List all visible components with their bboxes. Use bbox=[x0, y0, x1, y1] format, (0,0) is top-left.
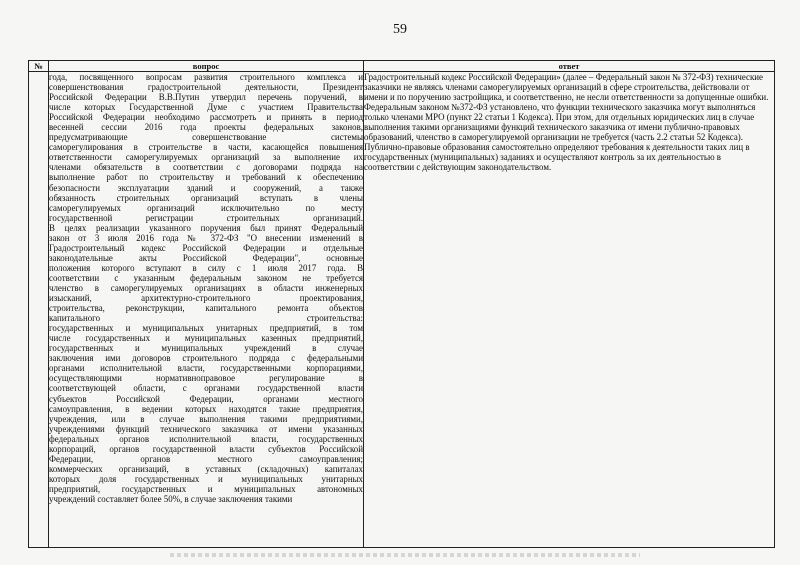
page-number: 59 bbox=[393, 22, 407, 37]
question-line: органами исполнительной власти, государственными корпорациями, bbox=[49, 363, 363, 374]
question-line: учреждений составляет более 50%, в случае заключения такими bbox=[49, 493, 293, 504]
question-line: числе которых Государственной Думе с участием Правительства bbox=[49, 102, 363, 113]
question-line: капитального строительства: bbox=[49, 313, 363, 324]
question-line: Российской Федерации необходимо рассмотреть и принять в период bbox=[49, 112, 363, 123]
question-line: осуществляющими нормативноправовое регулирование в bbox=[49, 373, 363, 384]
answer-line: только членами МРО (пункт 22 статьи 1 Кодекса). При этом, для отдельных юридических лиц в случае bbox=[364, 112, 755, 123]
question-line: выполнение работ по строительству и требований к обеспечению bbox=[49, 172, 363, 183]
question-line: предприятий, государственных и муниципальных автономных bbox=[49, 483, 363, 494]
question-line: обязанность строительных организаций вступать в члены bbox=[49, 192, 363, 203]
question-line: числе государственных и муниципальных казенных предприятий, bbox=[49, 333, 363, 344]
question-line: предусматривающие совершенствование системы bbox=[49, 132, 363, 143]
question-line: корпораций, органов государственной власти субъектов Российской bbox=[49, 443, 363, 454]
answer-line: соответствии с действующим законодательством. bbox=[364, 162, 552, 173]
question-line: соответствии с указанным федеральным законом не требуется bbox=[49, 272, 363, 283]
answer-line: государственных (муниципальных) заданиях и осуществляют контроль за их деятельностью в bbox=[364, 152, 721, 163]
question-line: государственных и муниципальных унитарных предприятий, в том bbox=[49, 323, 363, 334]
question-line: учреждения, или в случае выполнения такими предприятиями, bbox=[49, 413, 363, 424]
question-line: которых доля государственных и муниципальных унитарных bbox=[49, 473, 363, 484]
question-line: года, посвященного вопросам развития строительного комплекса и bbox=[49, 72, 363, 82]
number-cell bbox=[29, 72, 49, 548]
question-line: строительства, реконструкции, капитального ремонта объектов bbox=[49, 303, 363, 314]
scan-artifact bbox=[170, 553, 640, 557]
header-answer: ответ bbox=[364, 61, 775, 72]
question-line: заключения ими договоров строительного подряда с федеральными bbox=[49, 353, 363, 364]
answer-line: заказчики не являясь членами саморегулируемых организаций в сфере строительства, действовали от bbox=[364, 82, 750, 93]
answer-line: Федеральным законом №372-ФЗ установлено, что функции технического заказчика могут выполняться bbox=[364, 102, 756, 113]
table-row bbox=[29, 72, 775, 548]
question-line: В целях реализации указанного поручения был принят Федеральный bbox=[49, 222, 363, 233]
question-line: Российской Федерации В.В.Путин утвердил перечень поручений, в bbox=[49, 92, 363, 103]
question-line: ответственности саморегулируемых организаций за выполнение их bbox=[49, 152, 363, 163]
question-line: закон от 3 июля 2016 года № 372-ФЗ "О внесении изменений в bbox=[49, 232, 363, 243]
answer-cell bbox=[364, 72, 775, 548]
question-line: положения которого вступают в силу с 1 июля 2017 года. В bbox=[49, 262, 363, 273]
question-line: членство в саморегулируемых организациях в области инженерных bbox=[49, 282, 363, 293]
question-line: государственных и муниципальных учреждений в случае bbox=[49, 343, 363, 354]
question-line: безопасности эксплуатации зданий и сооружений, а также bbox=[49, 182, 363, 193]
question-line: совершенствования градостроительной деятельности, Президент bbox=[49, 82, 363, 93]
answer-line: Публично-правовые образования самостоятельно определяют требования к деятельности таких лиц в bbox=[364, 142, 750, 153]
question-line: коммерческих организаций, в уставных (складочных) капиталах bbox=[49, 463, 363, 474]
answer-line: выполнения такими организациями функций технического заказчика от имени публично-правовых bbox=[364, 122, 740, 133]
header-number: № bbox=[29, 61, 49, 72]
question-line: членами обязательств в соответствии с договорами подряда на bbox=[49, 162, 363, 173]
answer-line: образований, членство в саморегулируемой организации не требуется (часть 2.2 статьи 52 Кодекса). bbox=[364, 132, 743, 143]
question-line: соответствующей области, с органами государственной власти bbox=[49, 383, 363, 394]
question-line: субъектов Российской Федерации, органами местного bbox=[49, 393, 363, 404]
table-header-row bbox=[29, 61, 775, 72]
question-line: государственной регистрации строительных организаций. bbox=[49, 212, 363, 223]
answer-line: имени и по поручению застройщика, и соответственно, не несли ответственности за допущенные ошибки. bbox=[364, 92, 769, 103]
question-line: Федерации, органов местного самоуправления; bbox=[49, 453, 363, 464]
question-line: саморегулируемых организаций исключительно по месту bbox=[49, 202, 363, 213]
question-line: федеральных органов исполнительной власти, государственных bbox=[49, 433, 363, 444]
question-line: весенней сессии 2016 года проекты федеральных законов, bbox=[49, 122, 363, 133]
question-line: самоуправления, в ведении которых находятся такие предприятия, bbox=[49, 403, 363, 414]
question-line: саморегулирования в строительстве в части, касающейся повышения bbox=[49, 142, 363, 153]
answer-line: Градостроительный кодекс Российской Федерации» (далее – Федеральный закон № 372-ФЗ) технические bbox=[364, 72, 763, 82]
question-cell bbox=[49, 72, 364, 548]
document-table bbox=[28, 60, 775, 548]
question-line: изысканий, архитектурно-строительного проектирования, bbox=[49, 293, 363, 304]
header-question: вопрос bbox=[49, 61, 364, 72]
question-line: учреждениями функций технического заказчика от имени указанных bbox=[49, 423, 363, 434]
question-line: законодательные акты Российской Федерации", основные bbox=[49, 252, 363, 263]
question-line: Градостроительный кодекс Российской Федерации и отдельные bbox=[49, 242, 363, 253]
